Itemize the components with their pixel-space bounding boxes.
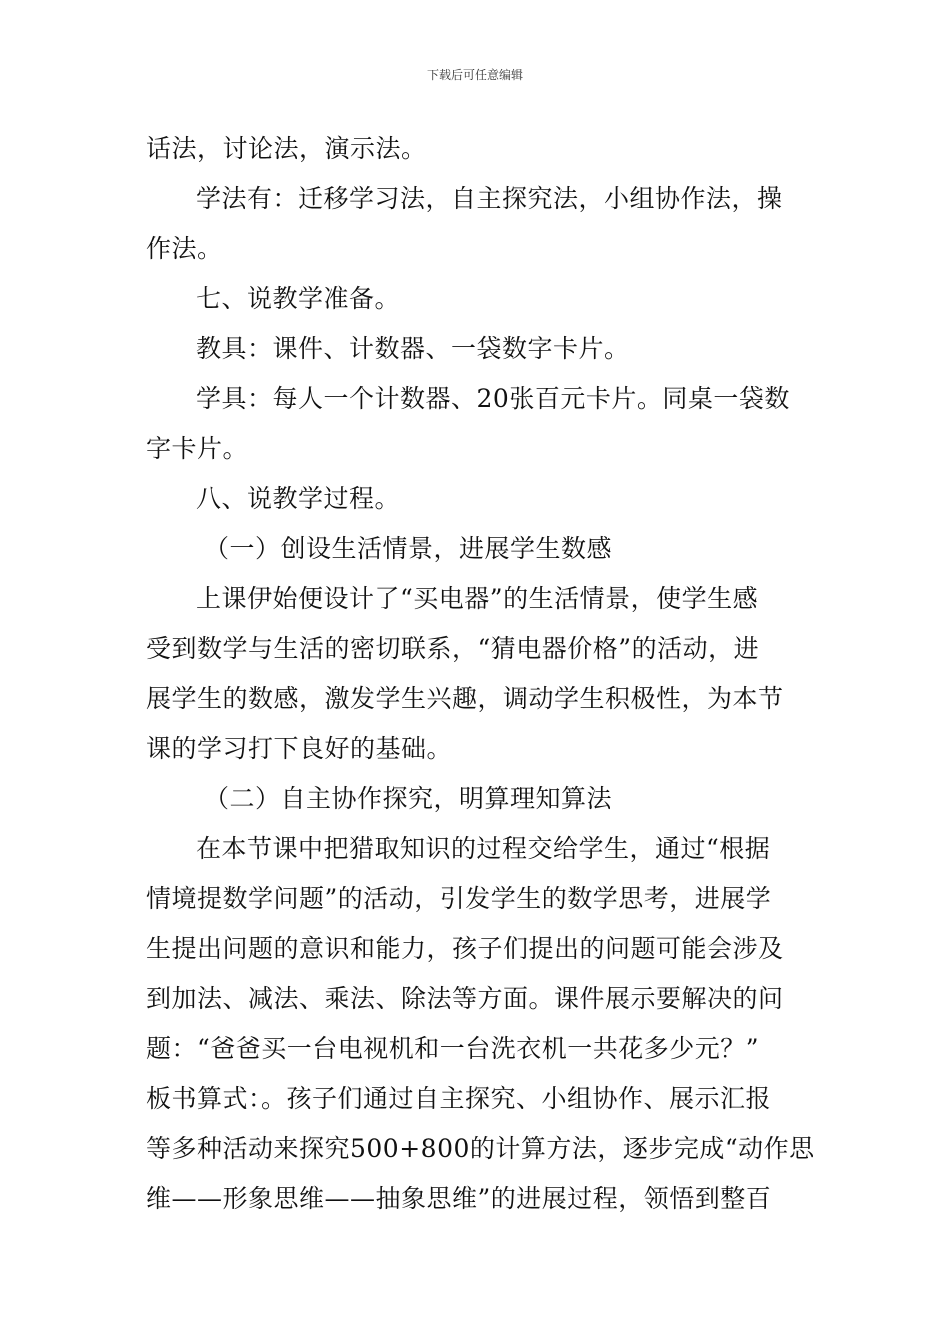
text-line: 上课伊始便设计了“买电器”的生活情景，使学生感 [196,584,759,613]
text-line: 题：“爸爸买一台电视机和一台洗衣机一共花多少元？” [146,1034,760,1063]
text-line: 生提出问题的意识和能力，孩子们提出的问题可能会涉及 [146,934,784,963]
text-line: 板书算式：。孩子们通过自主探究、小组协作、展示汇报 [146,1084,772,1113]
text-line: 作法。 [146,234,223,263]
text-line: 字卡片。 [146,434,249,463]
text-line: （一）创设生活情景，进展学生数感 [204,534,613,563]
text-line: 八、说教学过程。 [196,484,401,513]
text-line: 等多种活动来探究500+800的计算方法，逐步完成“动作思 [146,1134,815,1163]
text-line: 课的学习打下良好的基础。 [146,734,453,763]
document-body [146,124,815,1224]
text-line: 到加法、减法、乘法、除法等方面。课件展示要解决的问 [146,984,784,1013]
text-line: 学具：每人一个计数器、20张百元卡片。同桌一袋数 [196,384,790,413]
text-line: 在本节课中把猎取知识的过程交给学生，通过“根据 [196,834,771,863]
text-line: 情境提数学问题”的活动，引发学生的数学思考，进展学 [146,884,772,913]
page-header: 下载后可任意编辑 [426,68,523,82]
text-line: 教具：课件、计数器、一袋数字卡片。 [196,334,630,363]
text-line: 话法，讨论法，演示法。 [146,134,427,163]
text-line: 七、说教学准备。 [196,284,401,313]
text-line: 受到数学与生活的密切联系，“猜电器价格”的活动，进 [146,634,760,663]
text-line: （二）自主协作探究，明算理知算法 [204,784,613,813]
text-line: 学法有：迁移学习法，自主探究法，小组协作法，操 [196,184,783,213]
text-line: 展学生的数感，激发学生兴趣，调动学生积极性，为本节 [146,684,784,713]
text-line: 维——形象思维——抽象思维”的进展过程，领悟到整百 [146,1184,772,1213]
